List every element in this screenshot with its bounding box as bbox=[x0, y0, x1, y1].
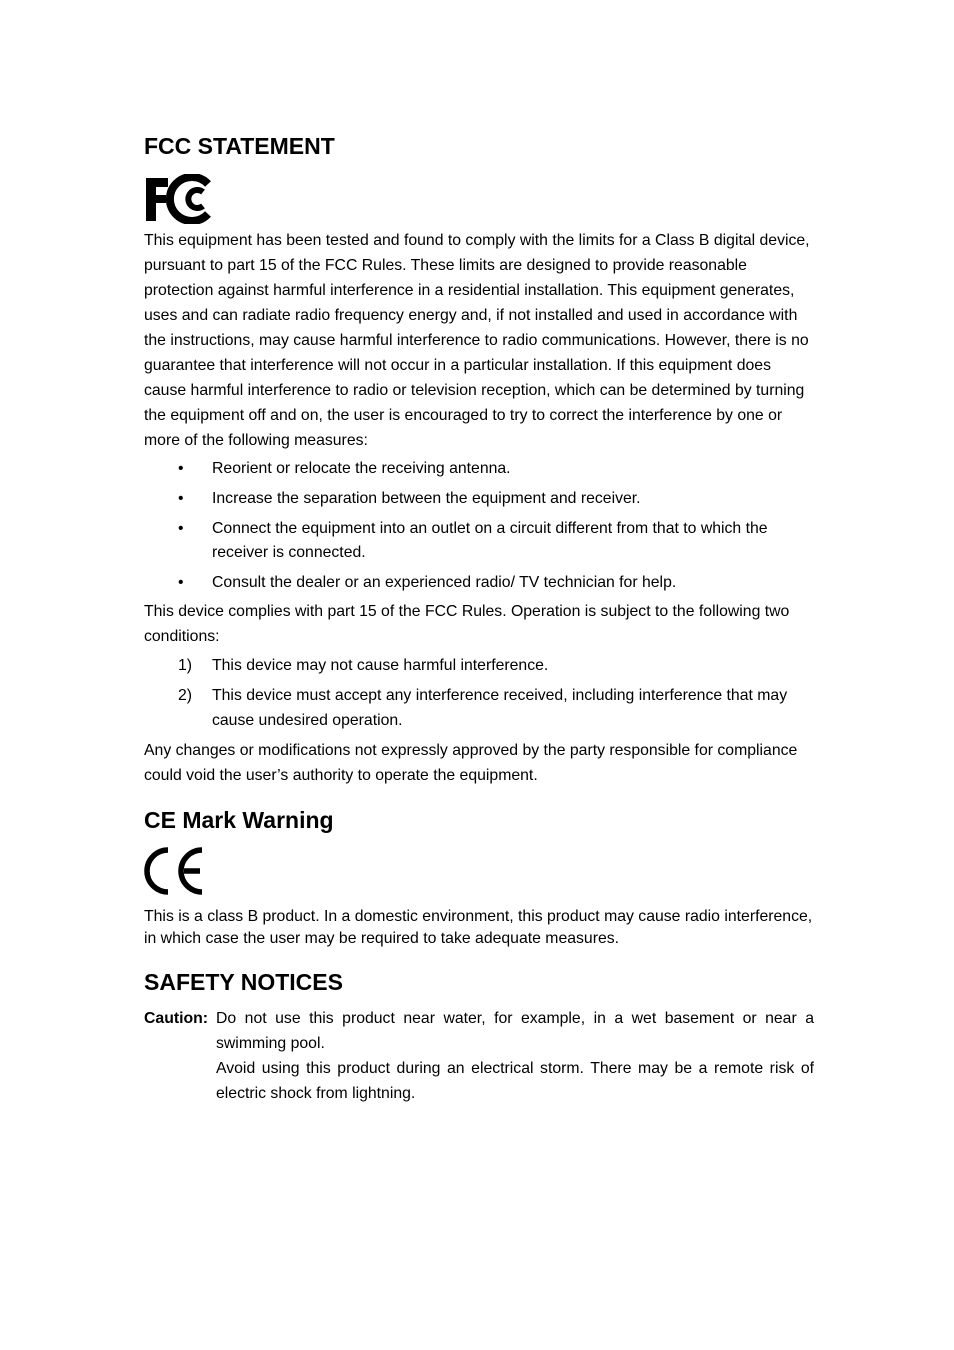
fcc-measures-list bbox=[144, 457, 814, 595]
list-item: • Increase the separation between the equipment and receiver. bbox=[144, 487, 814, 511]
caution-block bbox=[144, 1006, 814, 1106]
caution-text-2: Avoid using this product during an electrical storm. There may be a remote risk of electric shock from lightning. bbox=[216, 1060, 814, 1102]
bullet-icon: • bbox=[178, 490, 184, 507]
list-item: • Consult the dealer or an experienced radio/ TV technician for help. bbox=[144, 571, 814, 595]
list-item: • Connect the equipment into an outlet on a circuit different from that to which the receiver is connected. bbox=[144, 517, 814, 565]
ce-paragraph: This is a class B product. In a domestic environment, this product may cause radio interference, in which case the user may be required to take adequate measures. bbox=[144, 908, 813, 947]
bullet-icon: • bbox=[178, 574, 184, 591]
fcc-logo-icon bbox=[144, 174, 212, 224]
list-item: • Reorient or relocate the receiving antenna. bbox=[144, 457, 814, 481]
caution-label: Caution: bbox=[144, 1010, 209, 1027]
caution-text-1: Do not use this product near water, for example, in a wet basement or near a swimming pool. bbox=[216, 1010, 814, 1052]
ce-mark-icon bbox=[144, 846, 206, 896]
fcc-compliance-paragraph: This device complies with part 15 of the FCC Rules. Operation is subject to the following two conditions: bbox=[144, 603, 790, 645]
safety-heading: SAFETY NOTICES bbox=[144, 969, 343, 995]
fcc-changes-paragraph: Any changes or modifications not expressly approved by the party responsible for compliance could void the user’s authority to operate the equipment. bbox=[144, 742, 798, 784]
document-page bbox=[144, 130, 814, 1106]
fcc-intro-paragraph: This equipment has been tested and found to comply with the limits for a Class B digital device, pursuant to part 15 of the FCC Rules. These limits are designed to provide reasonable protection against harmful interference in a residential installation. This equipment generates, uses and can radiate radio frequency energy and, if not installed and used in accordance with the instructions, may cause harmful interference to radio communications. However, there is no guarantee that interference will not occur in a particular installation. If this equipment does cause harmful interference to radio or television reception, which can be determined by turning the equipment off and on, the user is encouraged to try to correct the interference by one or more of the following measures: bbox=[144, 232, 810, 449]
bullet-icon: • bbox=[178, 460, 184, 477]
list-item: 2) This device must accept any interference received, including interference that may cause undesired operation. bbox=[178, 687, 788, 729]
fcc-heading: FCC STATEMENT bbox=[144, 133, 335, 159]
fcc-conditions-list bbox=[144, 653, 814, 733]
bullet-icon: • bbox=[178, 520, 184, 537]
list-item: 1) This device may not cause harmful interference. bbox=[178, 657, 549, 674]
ce-heading: CE Mark Warning bbox=[144, 807, 334, 833]
